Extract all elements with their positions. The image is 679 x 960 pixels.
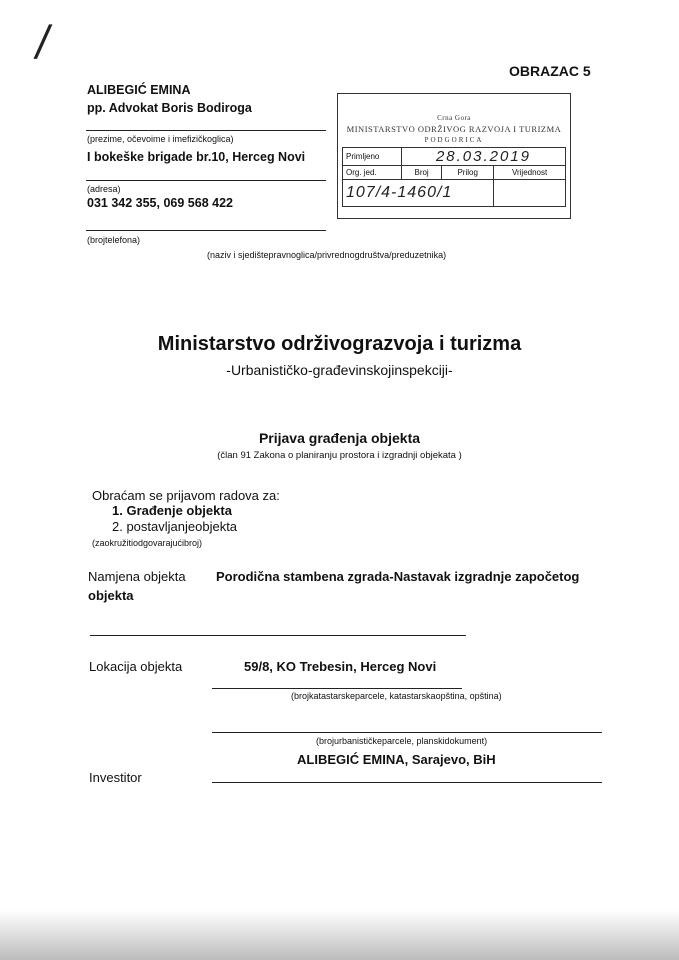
- name-line: [86, 130, 326, 131]
- stamp-ministry: MINISTARSTVO ODRŽIVOG RAZVOJA I TURIZMA: [346, 124, 562, 134]
- scan-shadow: [0, 910, 679, 960]
- address-line: [86, 180, 326, 181]
- applicant-representative: pp. Advokat Boris Bodiroga: [87, 101, 252, 115]
- investor-line: [212, 782, 602, 783]
- form-code: OBRAZAC 5: [509, 63, 591, 79]
- purpose-label: Namjena objekta: [88, 569, 186, 584]
- name-caption: (prezime, očevoime i imefizičkoglica): [87, 134, 234, 144]
- option-placement: 2. postavljanjeobjekta: [112, 519, 238, 534]
- location-value: 59/8, KO Trebesin, Herceg Novi: [244, 659, 437, 674]
- stamp-empty-cell: [494, 180, 566, 207]
- location-label: Lokacija objekta: [89, 659, 183, 674]
- purpose-value: Porodična stambena zgrada-Nastavak izgradnje započetog: [216, 569, 580, 584]
- investor-value: ALIBEGIĆ EMINA, Sarajevo, BiH: [297, 752, 496, 767]
- stamp-country: Crna Gora: [437, 114, 471, 122]
- urban-parcel-caption: (brojurbanističkeparcele, planskidokument): [316, 736, 488, 746]
- margin-mark: /: [32, 16, 54, 65]
- options-caption: (zaokružitiodgovarajućibroj): [92, 538, 203, 548]
- stamp-received-date: 28.03.2019: [402, 148, 566, 166]
- applicant-address: I bokeške brigade br.10, Herceg Novi: [87, 150, 306, 164]
- company-caption: (naziv i sjedištepravnoglica/privrednogdruštva/preduzetnika): [207, 250, 447, 260]
- stamp-grid: [342, 147, 566, 207]
- investor-label: Investitor: [89, 770, 142, 785]
- stamp-value-label: Vrijednost: [494, 166, 566, 180]
- purpose-label-cont: objekta: [88, 588, 134, 603]
- reception-stamp: [337, 93, 571, 219]
- phone-line: [86, 230, 326, 231]
- location-caption: (brojkatastarskeparcele, katastarskaopština, opština): [291, 691, 502, 701]
- applicant-name: ALIBEGIĆ EMINA: [87, 83, 191, 97]
- intro-text: Obraćam se prijavom radova za:: [92, 488, 280, 503]
- applicant-phone: 031 342 355, 069 568 422: [87, 196, 233, 210]
- stamp-received-label: Primljeno: [343, 148, 402, 166]
- phone-caption: (brojtelefona): [87, 235, 141, 245]
- form-title: Prijava građenja objekta: [258, 430, 421, 446]
- stamp-number-label: Broj: [402, 166, 442, 180]
- form-subtitle: (član 91 Zakona o planiranju prostora i izgradnji objekata ): [217, 450, 462, 461]
- ministry-subtitle: -Urbanističko-građevinskojinspekciji-: [226, 362, 453, 378]
- option-construction: 1. Građenje objekta: [112, 503, 232, 518]
- urban-parcel-line: [212, 732, 602, 733]
- stamp-reference: 107/4-1460/1: [343, 180, 494, 207]
- location-line: [212, 688, 462, 689]
- purpose-line: [90, 635, 466, 636]
- address-caption: (adresa): [87, 184, 121, 194]
- stamp-city: PODGORICA: [424, 136, 484, 144]
- stamp-attachment-label: Prilog: [442, 166, 494, 180]
- ministry-title: Ministarstvo održivograzvoja i turizma: [157, 333, 522, 355]
- stamp-org-label: Org. jed.: [343, 166, 402, 180]
